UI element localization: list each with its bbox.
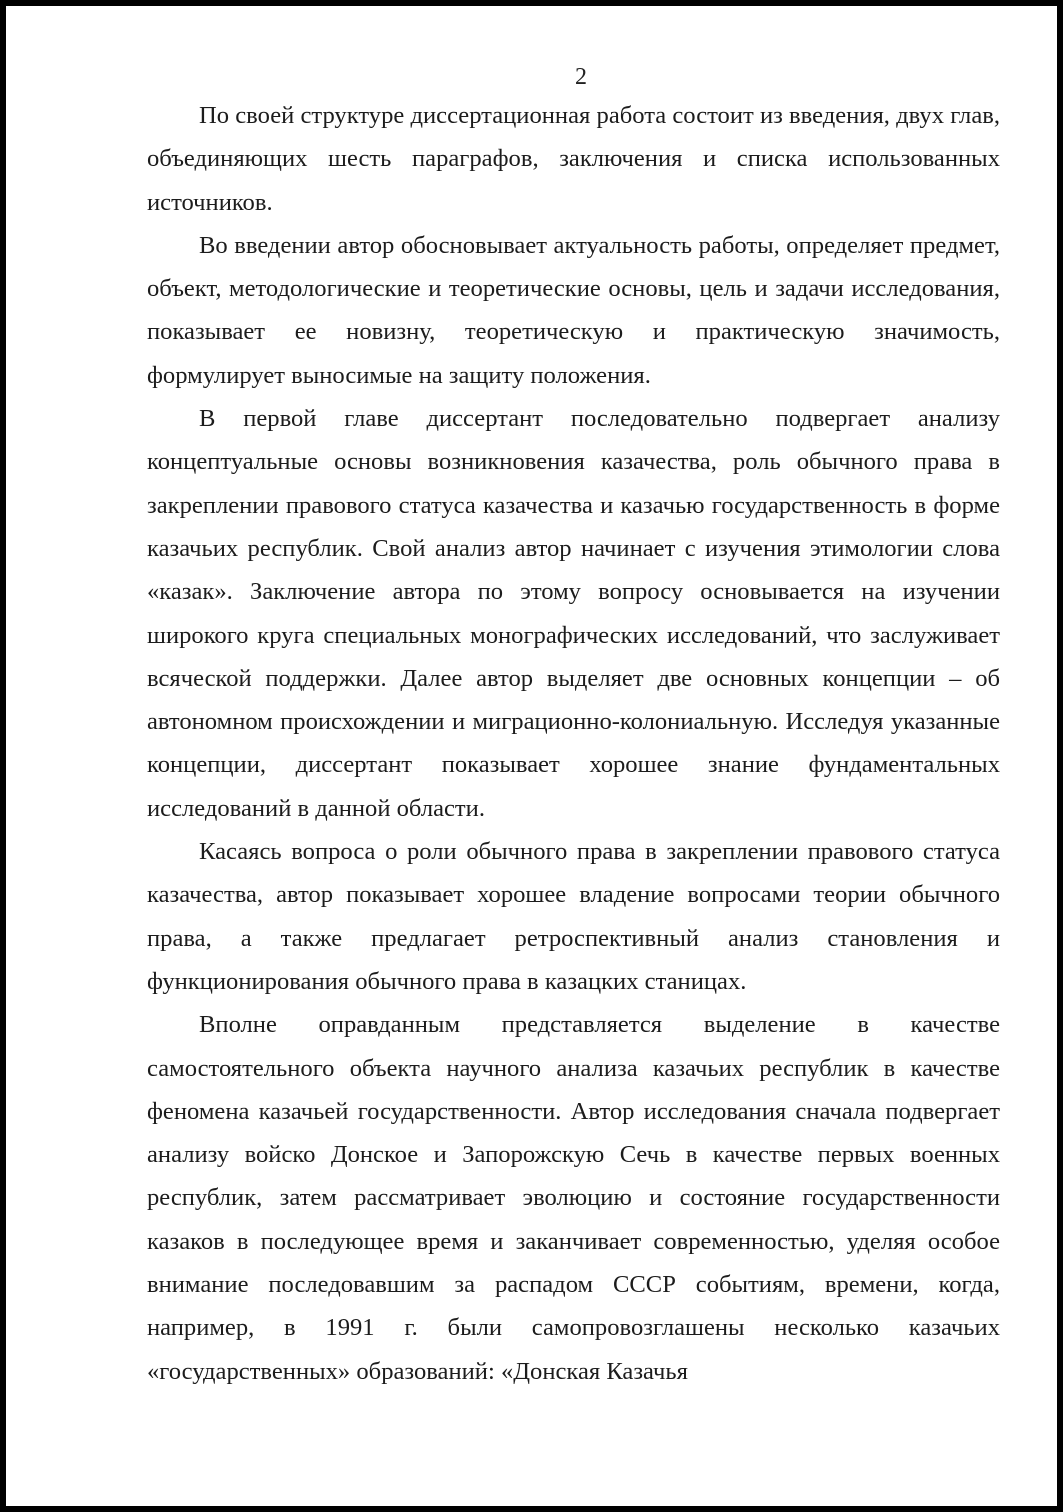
- paragraph-customary-law: Касаясь вопроса о роли обычного права в закреплении правового статуса казачества, автор показывает хорошее владение вопросами теории обычного права, а также предлагает ретроспективный анализ становления и функционирования обычного права в казацких станицах.: [147, 838, 1000, 995]
- paragraph-structure: По своей структуре диссертационная работа состоит из введения, двух глав, объединяющих шесть параграфов, заключения и списка использованных источников.: [147, 102, 1000, 216]
- document-body: [147, 94, 1000, 1393]
- page-number: 2: [575, 64, 587, 90]
- paragraph-introduction: Во введении автор обосновывает актуальность работы, определяет предмет, объект, методологические и теоретические основы, цель и задачи исследования, показывает ее новизну, теоретическую и практическую значимость, формулирует выносимые на защиту положения.: [147, 231, 1000, 389]
- paragraph-first-chapter: В первой главе диссертант последовательно подвергает анализу концептуальные основы возникновения казачества, роль обычного права в закреплении правового статуса казачества и казачью государственность в форме казачьих республик. Свой анализ автор начинает с изучения этимологии слова «казак». Заключение автора по этому вопросу основывается на изучении широкого круга специальных монографических исследований, что заслуживает всяческой поддержки. Далее автор выделяет две основных концепции – об автономном происхождении и миграционно-колониальную. Исследуя указанные концепции, диссертант показывает хорошее знание фундаментальных исследований в данной области.: [147, 405, 1000, 822]
- document-page: [6, 6, 1057, 1506]
- paragraph-cossack-republics: Вполне оправданным представляется выделение в качестве самостоятельного объекта научного анализа казачьих республик в качестве феномена казачьей государственности. Автор исследования сначала подвергает анализу войско Донское и Запорожскую Сечь в качестве первых военных республик, затем рассматривает эволюцию и состояние государственности казаков в последующее время и заканчивает современностью, уделяя особое внимание последовавшим за распадом СССР событиям, времени, когда, например, в 1991 г. были самопровозглашены несколько казачьих «государственных» образований: «Донская Казачья: [147, 1011, 1000, 1385]
